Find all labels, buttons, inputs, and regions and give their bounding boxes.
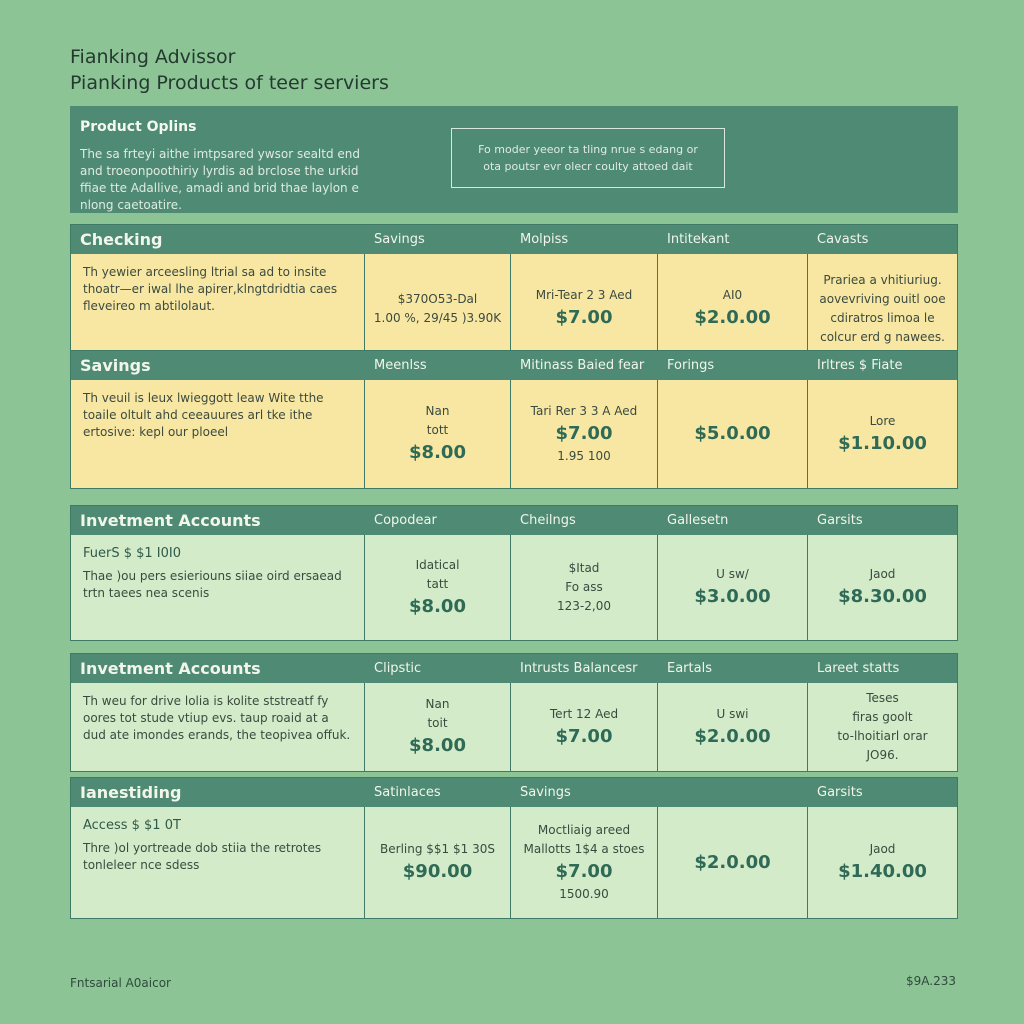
- section-subhead: FuerS $ $1 I0I0: [83, 546, 182, 561]
- column-header: Garsits: [817, 513, 863, 528]
- column-header: [657, 778, 807, 807]
- cell-amount: $8.00: [409, 595, 466, 617]
- cell-label: U sw/: [716, 567, 749, 581]
- cell-label: U swi: [716, 706, 749, 721]
- column-header: Intrusts Balancesr: [520, 661, 638, 676]
- cell-amount: $7.00: [555, 725, 613, 747]
- section-header: [71, 654, 957, 683]
- section-title: Ianestiding: [80, 783, 182, 802]
- section-description: [71, 380, 364, 488]
- value-cell: [657, 254, 807, 363]
- value-cell: [364, 683, 510, 771]
- cell-label: $370O53-Dal: [397, 291, 478, 306]
- product-section: [70, 777, 958, 919]
- value-cell: [657, 683, 807, 771]
- cell-amount: $8.30.00: [838, 586, 927, 607]
- column-header: Meenlss: [374, 358, 427, 373]
- value-cell: [657, 535, 807, 640]
- section-subhead: Access $ $1 0T: [83, 818, 181, 833]
- section-header: [71, 351, 957, 380]
- value-cell: [364, 807, 510, 918]
- cell-label: tott: [426, 423, 449, 437]
- cell-label: cdiratros limoa le: [830, 310, 935, 325]
- product-options-panel: [70, 106, 958, 213]
- cell-label: Berling $$1 $1 30S: [380, 842, 495, 856]
- value-cell: [510, 535, 657, 640]
- cell-amount: $2.0.00: [694, 307, 771, 328]
- footer-brand: Fntsarial A0aicor: [70, 976, 171, 990]
- column-header: Clipstic: [374, 661, 422, 676]
- value-cell: [657, 380, 807, 488]
- section-description: [71, 254, 364, 363]
- value-cell: [807, 807, 957, 918]
- section-title: Savings: [80, 356, 151, 375]
- value-cell: [364, 535, 510, 640]
- cell-label: Teses: [866, 691, 899, 705]
- cell-amount: $1.10.00: [838, 432, 927, 454]
- cell-label: Prariea a vhitiuriug.: [823, 272, 942, 287]
- cell-label: Jaod: [869, 567, 896, 581]
- section-header: [71, 225, 957, 254]
- column-header: Molpiss: [520, 232, 569, 247]
- page-subtitle: Pianking Products of teer serviers: [70, 72, 389, 94]
- cell-label: Nan: [425, 404, 450, 418]
- section-title: Invetment Accounts: [80, 511, 261, 530]
- cell-label: Moctliaig areed: [537, 823, 631, 837]
- cell-label: firas goolt: [852, 710, 913, 724]
- value-cell: [510, 807, 657, 918]
- page-title: Fianking Advissor: [70, 46, 236, 68]
- cell-amount: $8.00: [409, 735, 466, 756]
- value-cell: [807, 380, 957, 488]
- cell-label: aovevriving ouitl ooe: [819, 291, 946, 306]
- section-description-text: Thae )ou pers esieriouns siiae oird ersaead trtn taees nea scenis: [83, 569, 342, 600]
- cell-amount: $3.0.00: [694, 586, 771, 607]
- cell-label: Tari Rer 3 3 A Aed: [530, 404, 638, 418]
- section-header: [71, 506, 957, 535]
- cell-label: to-lhoitiarl orar: [837, 729, 928, 743]
- column-header: Garsits: [817, 785, 863, 800]
- value-cell: [807, 254, 957, 363]
- product-section: [70, 350, 958, 489]
- section-description: [71, 535, 364, 640]
- section-description: [71, 807, 364, 918]
- cell-label: tatt: [426, 576, 449, 591]
- cell-label: Mri-Tear 2 3 Aed: [535, 288, 633, 302]
- cell-label: Lore: [869, 413, 896, 428]
- column-header: Eartals: [667, 661, 712, 676]
- column-header: Forings: [667, 358, 715, 373]
- page-title-block: [70, 44, 389, 96]
- section-description-text: Th weu for drive lolia is kolite ststreatf fy oores tot stude vtiup evs. taup roaid at a dud ate imondes erands, the teopivea offuk.: [83, 694, 351, 742]
- value-cell: [807, 683, 957, 771]
- product-options-heading: Product Oplins: [80, 119, 197, 135]
- cell-amount: $7.00: [555, 307, 613, 328]
- column-header: Cheilngs: [520, 513, 576, 528]
- cell-label: Tert 12 Aed: [549, 706, 619, 721]
- column-header: Intitekant: [667, 232, 730, 247]
- cell-label: colcur erd g nawees.: [820, 329, 945, 344]
- info-box: Fo moder yeeor ta tling nrue s edang or ota poutsr evr olecr coulty attoed dait: [451, 128, 725, 188]
- column-header: Gallesetn: [667, 513, 729, 528]
- footer-code: $9A.233: [906, 974, 956, 988]
- column-header: Lareet statts: [817, 661, 900, 676]
- value-cell: [510, 683, 657, 771]
- column-header: Cavasts: [817, 232, 869, 247]
- section-description-text: Th veuil is leux lwieggott leaw Wite tthe toaile oltult ahd ceeauures arl tke ithe ertosive: kepl our ploeel: [83, 391, 324, 439]
- cell-note: 123-2,00: [557, 599, 611, 613]
- cell-amount: $7.00: [555, 423, 613, 444]
- cell-amount: $5.0.00: [694, 423, 771, 444]
- product-section: [70, 224, 958, 364]
- column-header: Copodear: [374, 513, 437, 528]
- cell-amount: $90.00: [402, 861, 473, 882]
- cell-amount: $2.0.00: [694, 851, 771, 873]
- section-title: Invetment Accounts: [80, 659, 261, 678]
- cell-label: toit: [427, 716, 448, 730]
- value-cell: [510, 254, 657, 363]
- cell-amount: $2.0.00: [694, 725, 771, 747]
- cell-label: JO96.: [866, 748, 899, 762]
- section-header: [71, 778, 957, 807]
- cell-label: Nan: [425, 697, 450, 711]
- value-cell: [364, 380, 510, 488]
- section-description: [71, 683, 364, 771]
- column-header: Savings: [520, 785, 571, 800]
- column-header: Irltres $ Fiate: [817, 358, 903, 373]
- product-options-text: The sa frteyi aithe imtpsared ywsor sealtd end and troeonpoothiriy lyrdis ad brclose the urkid ffiae tte Adallive, amadi and brid thae laylon e nlong caetoatire.: [80, 147, 361, 212]
- section-description-text: Thre )ol yortreade dob stiia the retrotes tonleleer nce sdess: [83, 841, 322, 872]
- product-section: [70, 505, 958, 641]
- cell-label: Mallotts 1$4 a stoes: [523, 842, 645, 856]
- cell-amount: $1.40.00: [838, 861, 927, 882]
- cell-label: 1.00 %, 29/45 )3.90K: [373, 310, 502, 325]
- value-cell: [510, 380, 657, 488]
- section-title: Checking: [80, 230, 163, 249]
- cell-label: AI0: [722, 288, 743, 302]
- cell-label: Idatical: [415, 557, 460, 572]
- cell-label: Jaod: [869, 842, 896, 856]
- value-cell: [807, 535, 957, 640]
- column-header: Mitinass Baied fear: [520, 358, 645, 373]
- cell-note: 1500.90: [559, 887, 609, 901]
- cell-amount: $7.00: [555, 861, 613, 882]
- cell-label: $Itad: [568, 561, 600, 575]
- column-header: Satinlaces: [374, 785, 441, 800]
- column-header: Savings: [374, 232, 425, 247]
- value-cell: [364, 254, 510, 363]
- product-section: [70, 653, 958, 772]
- cell-label: Fo ass: [565, 580, 603, 594]
- cell-amount: $8.00: [409, 442, 466, 463]
- cell-note: 1.95 100: [557, 449, 611, 463]
- section-description-text: Th yewier arceesling ltrial sa ad to insite thoatr—er iwal lhe apirer,klngtdridtia caes fleveireo m abtilolaut.: [83, 265, 338, 313]
- value-cell: [657, 807, 807, 918]
